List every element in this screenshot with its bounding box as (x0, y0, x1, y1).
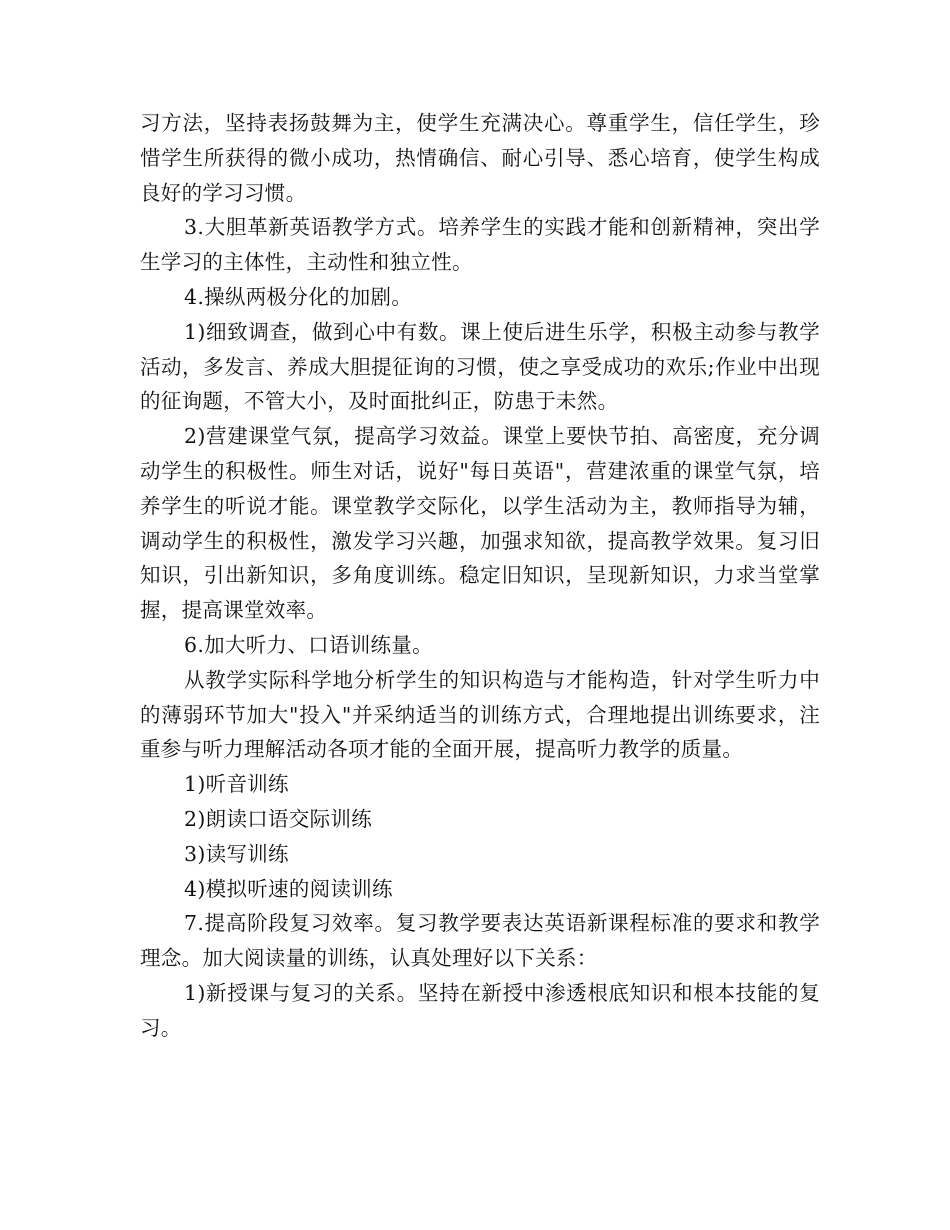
paragraph-listening-body: 从教学实际科学地分析学生的知识构造与才能构造，针对学生听力中的薄弱环节加大"投入"并采纳适当的训练方式，合理地提出训练要求，注重参与听力理解活动各项才能的全面开展，提高听力教学的质量。 (140, 667, 820, 762)
list-item-simulated-reading: 4)模拟听速的阅读训练 (184, 876, 393, 901)
paragraph-review-subitem-1: 1)新授课与复习的关系。坚持在新授中渗透根底知识和根本技能的复习。 (140, 980, 820, 1040)
list-item-listening: 1)听音训练 (184, 772, 289, 797)
paragraph-item-4: 4.操纵两极分化的加剧。 (184, 284, 413, 309)
paragraph-item-3: 3.大胆革新英语教学方式。培养学生的实践才能和创新精神，突出学生学习的主体性，主动性和独立性。 (140, 215, 820, 275)
paragraph-subitem-2: 2)营建课堂气氛，提高学习效益。课堂上要快节拍、高密度，充分调动学生的积极性。师生对话，说好"每日英语"，营建浓重的课堂气氛，培养学生的听说才能。课堂教学交际化，以学生活动为主，教师指导为辅，调动学生的积极性，激发学习兴趣，加强求知欲，提高教学效果。复习旧知识，引出新知识，多角度训练。稳定旧知识，呈现新知识，力求当堂掌握，提高课堂效率。 (140, 424, 820, 623)
paragraph-continuation: 习方法，坚持表扬鼓舞为主，使学生充满决心。尊重学生，信任学生，珍惜学生所获得的微小成功，热情确信、耐心引导、悉心培育，使学生构成良好的学习习惯。 (140, 111, 820, 205)
paragraph-item-6: 6.加大听力、口语训练量。 (184, 632, 433, 657)
list-item-reading-aloud: 2)朗读口语交际训练 (184, 806, 373, 831)
list-item-reading-writing: 3)读写训练 (184, 841, 289, 866)
paragraph-subitem-1: 1)细致调查，做到心中有数。课上使后进生乐学，积极主动参与教学活动，多发言、养成大胆提征询的习惯，使之享受成功的欢乐;作业中出现的征询题，不管大小，及时面批纠正，防患于未然。 (140, 319, 820, 414)
document-body (140, 106, 820, 1046)
paragraph-item-7: 7.提高阶段复习效率。复习教学要表达英语新课程标准的要求和教学理念。加大阅读量的训练，认真处理好以下关系： (140, 911, 820, 971)
